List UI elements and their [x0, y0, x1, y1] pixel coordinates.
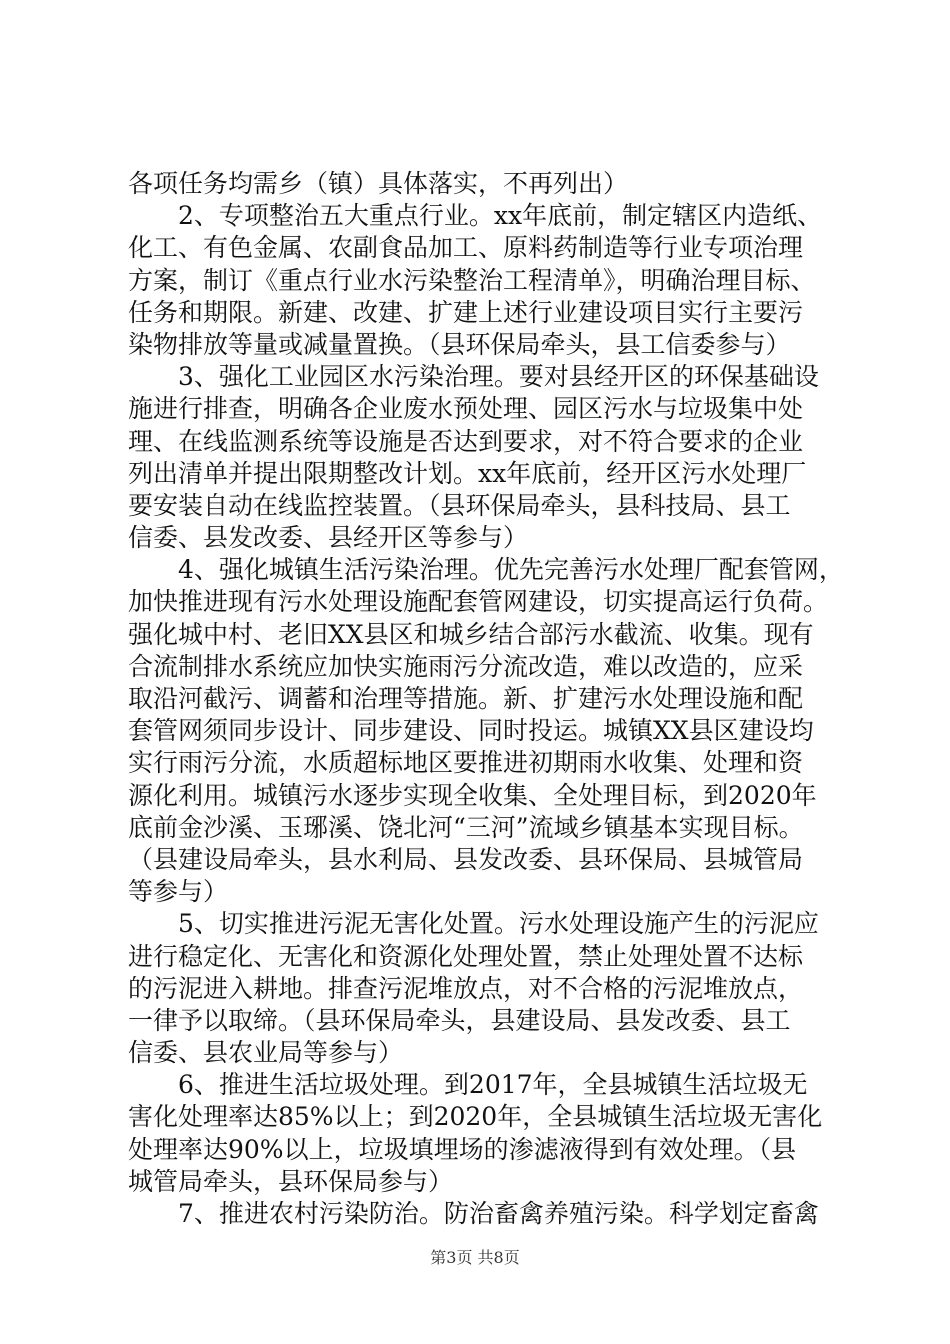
- text-line: 化工、有色金属、农副食品加工、原料药制造等行业专项治理: [128, 233, 804, 263]
- document-body: [128, 168, 843, 1230]
- text-line: 底前金沙溪、玉琊溪、饶北河“三河”流域乡镇基本实现目标。: [128, 812, 804, 842]
- text-line: 信委、县农业局等参与）: [128, 1038, 404, 1068]
- text-line: 城管局牵头，县环保局参与）: [128, 1166, 454, 1196]
- text-line: 强化城中村、老旧XX县区和城乡结合部污水截流、收集。现有: [128, 619, 814, 649]
- text-line: 列出清单并提出限期整改计划。xx年底前，经开区污水处理厂: [128, 458, 807, 488]
- text-line: 方案，制订《重点行业水污染整治工程清单》，明确治理目标、: [128, 265, 816, 295]
- paragraph-5-line: 5、切实推进污泥无害化处置。污水处理设施产生的污泥应: [178, 909, 819, 939]
- text-line: 一律予以取缔。（县环保局牵头，县建设局、县发改委、县工: [128, 1005, 791, 1035]
- text-line: 合流制排水系统应加快实施雨污分流改造，难以改造的，应采: [128, 651, 804, 681]
- text-line: 源化利用。城镇污水逐步实现全收集、全处理目标，到2020年: [128, 780, 817, 810]
- paragraph-7-line: 7、推进农村污染防治。防治畜禽养殖污染。科学划定畜禽: [178, 1199, 819, 1228]
- page-footer: 第3页 共8页: [430, 1248, 520, 1267]
- text-line: 信委、县发改委、县经开区等参与）: [128, 523, 529, 553]
- text-line: 等参与）: [128, 877, 229, 907]
- text-line: 处理率达90%以上，垃圾填埋场的渗滤液得到有效处理。（县: [128, 1134, 797, 1164]
- paragraph-3-line: 3、强化工业园区水污染治理。要对县经开区的环保基础设: [178, 362, 819, 392]
- paragraph-2-line: 2、专项整治五大重点行业。xx年底前，制定辖区内造纸、: [178, 201, 823, 231]
- text-line: 害化处理率达85%以上；到2020年，全县城镇生活垃圾无害化: [128, 1102, 823, 1132]
- text-line: 要安装自动在线监控装置。（县环保局牵头，县科技局、县工: [128, 490, 791, 520]
- text-line: 任务和期限。新建、改建、扩建上述行业建设项目实行主要污: [128, 297, 804, 327]
- text-line: 各项任务均需乡（镇）具体落实，不再列出）: [128, 169, 629, 198]
- text-line: 取沿河截污、调蓄和治理等措施。新、扩建污水处理设施和配: [128, 684, 804, 713]
- text-line: （县建设局牵头，县水利局、县发改委、县环保局、县城管局: [128, 844, 804, 874]
- text-line: 染物排放等量或减量置换。（县环保局牵头，县工信委参与）: [128, 329, 791, 359]
- text-line: 的污泥进入耕地。排查污泥堆放点，对不合格的污泥堆放点，: [128, 973, 804, 1003]
- text-line: 施进行排查，明确各企业废水预处理、园区污水与垃圾集中处: [128, 394, 804, 424]
- text-line: 进行稳定化、无害化和资源化处理处置，禁止处理处置不达标: [128, 941, 804, 971]
- paragraph-4-line: 4、强化城镇生活污染治理。优先完善污水处理厂配套管网，: [178, 555, 844, 585]
- text-line: 理、在线监测系统等设施是否达到要求，对不符合要求的企业: [128, 426, 804, 456]
- text-line: 实行雨污分流，水质超标地区要推进初期雨水收集、处理和资: [128, 748, 804, 778]
- text-line: 加快推进现有污水处理设施配套管网建设，切实提高运行负荷。: [128, 587, 829, 617]
- text-line: 套管网须同步设计、同步建设、同时投运。城镇XX县区建设均: [128, 716, 814, 746]
- paragraph-6-line: 6、推进生活垃圾处理。到2017年，全县城镇生活垃圾无: [178, 1070, 808, 1100]
